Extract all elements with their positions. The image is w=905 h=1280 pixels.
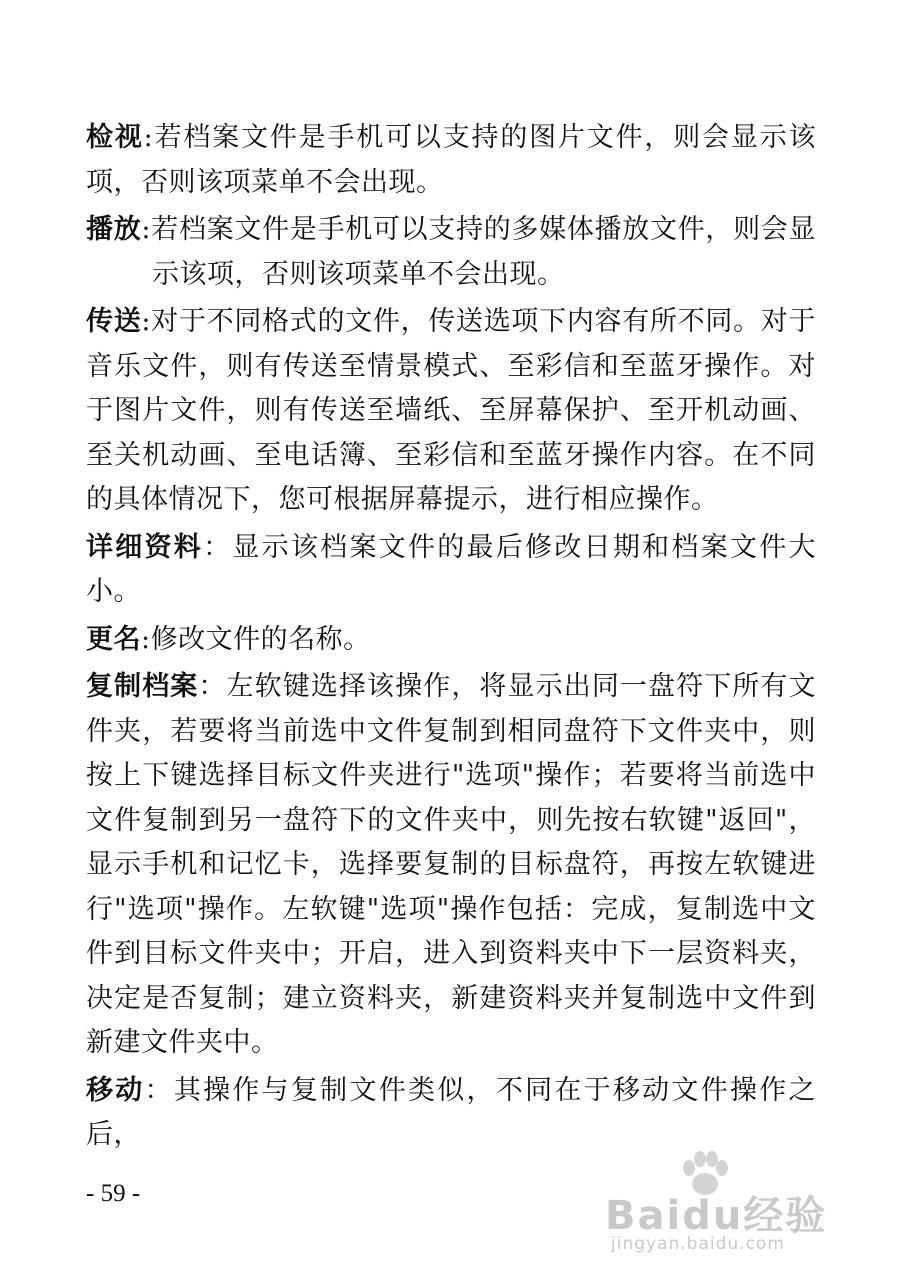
entry-text: 修改文件的名称。 — [150, 623, 371, 655]
entry-separator: ： — [144, 1074, 174, 1106]
entry-rename — [86, 618, 816, 663]
entry-play — [86, 208, 816, 297]
entry-term: 传送 — [86, 306, 142, 337]
entry-move — [86, 1069, 816, 1158]
entry-text: 左软键选择该操作，将显示出同一盘符下所有文件夹，若要将当前选中文件复制到相同盘符下文件夹中，则按上下键选择目标文件夹进行"选项"操作；若要将当前选中文件复制到另一盘符下的文件夹中，则先按右软键"返回"，显示手机和记忆卡，选择要复制的目标盘符，再按左软键进行"选项"操作。左软键"选项"操作包括：完成，复制选中文件到目标文件夹中；开启，进入到资料夹中下一层资料夹，决定是否复制；建立资料夹，新建资料夹并复制选中文件到新建文件夹中。 — [86, 671, 817, 1058]
entry-text: 若档案文件是手机可以支持的图片文件，则会显示该项，否则该项菜单不会出现。 — [86, 122, 817, 198]
entry-separator: ： — [203, 531, 233, 563]
entry-term: 播放 — [86, 214, 142, 245]
entry-text: 显示该档案文件的最后修改日期和档案文件大小。 — [86, 531, 817, 607]
entry-separator: : — [143, 122, 154, 153]
entry-separator: : — [141, 306, 152, 337]
entry-text: 对于不同格式的文件，传送选项下内容有所不同。对于音乐文件，则有传送至情景模式、至彩信和至蓝牙操作。对于图片文件，则有传送至墙纸、至屏幕保护、至开机动画、至关机动画、至电话簿、至彩信和至蓝牙操作内容。在不同的具体情况下，您可根据屏幕提示，进行相应操作。 — [86, 306, 817, 515]
entry-details — [86, 526, 816, 615]
entry-term: 详细资料 — [86, 531, 204, 563]
page-number: - 59 - — [86, 1180, 141, 1207]
entry-term: 检视 — [86, 122, 144, 153]
page-content — [86, 116, 816, 1161]
entry-separator: : — [141, 214, 152, 245]
entry-separator: : — [141, 623, 151, 655]
watermark — [595, 1150, 895, 1260]
entry-text: 若档案文件是手机可以支持的多媒体播放文件，则会显示该项，否则该项菜单不会出现。 — [151, 214, 817, 290]
entry-term: 更名 — [86, 623, 141, 655]
watermark-brand: Baidu经验 — [605, 1193, 828, 1239]
entry-text: 其操作与复制文件类似，不同在于移动文件操作之后， — [86, 1074, 817, 1150]
entry-term: 复制档案 — [86, 671, 199, 702]
watermark-url: jingyan.baidu.com — [611, 1234, 785, 1254]
entry-separator: ： — [198, 671, 227, 702]
entry-copy — [86, 665, 816, 1066]
entry-view — [86, 116, 816, 205]
entry-send — [86, 300, 816, 523]
entry-term: 移动 — [86, 1074, 145, 1106]
